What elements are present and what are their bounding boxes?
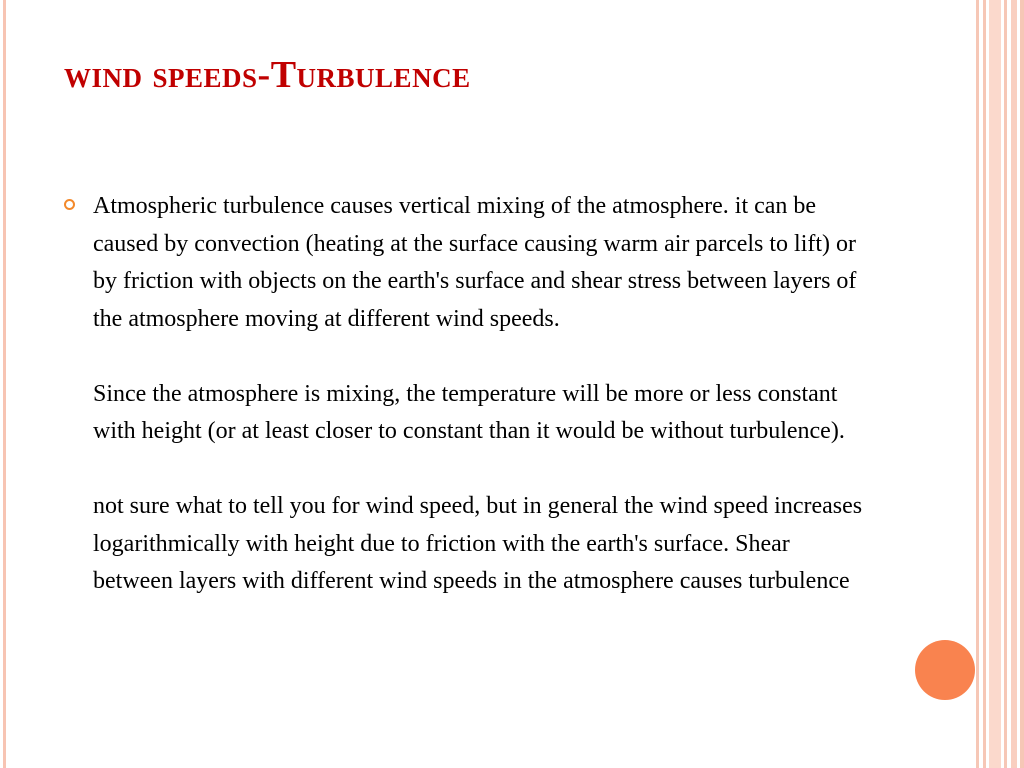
- stripe: [1020, 0, 1024, 768]
- stripe: [989, 0, 1001, 768]
- orange-circle-icon: [915, 640, 975, 700]
- body-text: [93, 188, 874, 601]
- paragraph-1: Atmospheric turbulence causes vertical mixing of the atmosphere. it can be caused by convection (heating at the surface causing warm air parcels to lift) or by friction with objects on the earth's surface and shear stress between layers of the atmosphere moving at different wind speeds.: [93, 193, 857, 332]
- bullet-circle-icon: [64, 199, 75, 210]
- bullet-list-item: [64, 188, 874, 601]
- paragraph-3: not sure what to tell you for wind speed, but in general the wind speed increases logarithmically with height due to friction with the earth's surface. Shear between layers with different wind speeds in the atmosphere causes turbulence: [93, 493, 863, 594]
- stripe: [1011, 0, 1017, 768]
- right-decorative-stripes: [974, 0, 1024, 768]
- stripe: [1004, 0, 1007, 768]
- left-border-line: [3, 0, 6, 768]
- slide-title: wind speeds-Turbulence: [64, 54, 471, 96]
- paragraph-2: Since the atmosphere is mixing, the temperature will be more or less constant with height (or at least closer to constant than it would be without turbulence).: [93, 380, 845, 444]
- stripe: [983, 0, 986, 768]
- stripe: [976, 0, 979, 768]
